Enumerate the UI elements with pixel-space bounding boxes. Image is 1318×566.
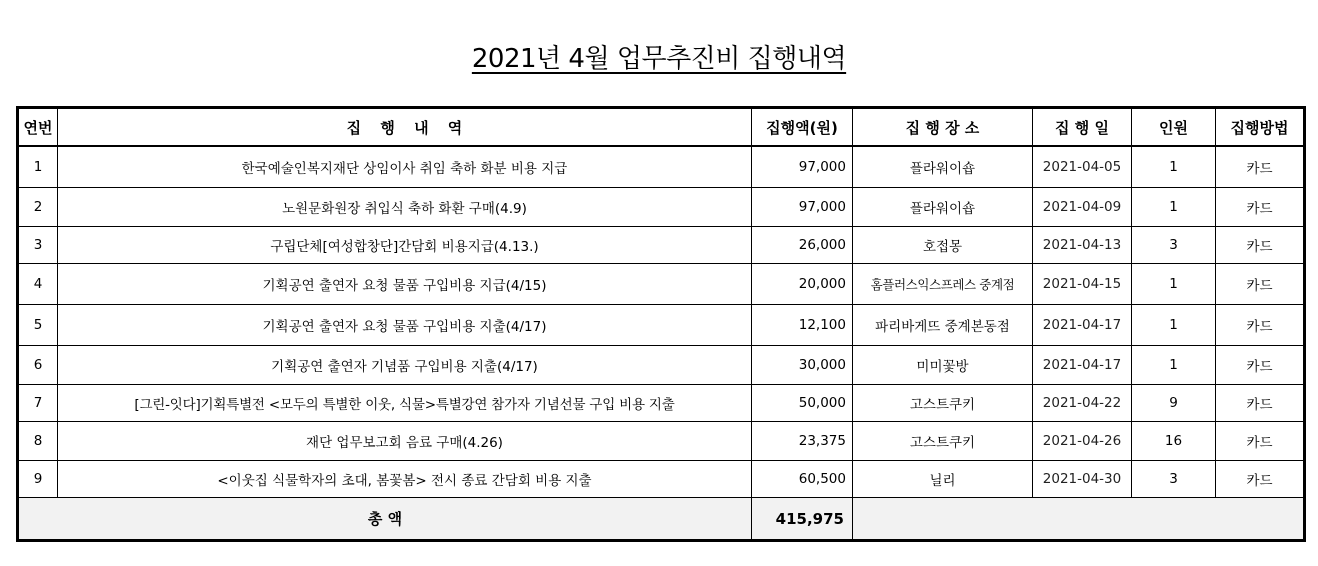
cell-date: 2021-04-17 [1033, 305, 1132, 346]
cell-date: 2021-04-22 [1033, 385, 1132, 422]
header-date: 집 행 일 [1033, 108, 1132, 147]
cell-date: 2021-04-30 [1033, 461, 1132, 498]
cell-method: 카드 [1216, 264, 1305, 305]
cell-people: 1 [1132, 146, 1216, 188]
cell-method: 카드 [1216, 227, 1305, 264]
cell-people: 1 [1132, 188, 1216, 227]
cell-method: 카드 [1216, 346, 1305, 385]
cell-method: 카드 [1216, 385, 1305, 422]
cell-no: 2 [18, 188, 58, 227]
cell-people: 3 [1132, 227, 1216, 264]
cell-desc: 한국예술인복지재단 상임이사 취임 축하 화분 비용 지급 [58, 146, 752, 188]
table-row [18, 146, 1305, 188]
cell-amount: 60,500 [752, 461, 853, 498]
cell-no: 9 [18, 461, 58, 498]
cell-date: 2021-04-05 [1033, 146, 1132, 188]
cell-place: 호접몽 [853, 227, 1033, 264]
table-row [18, 227, 1305, 264]
cell-amount: 97,000 [752, 146, 853, 188]
table-row [18, 385, 1305, 422]
header-amount: 집행액(원) [752, 108, 853, 147]
header-method: 집행방법 [1216, 108, 1305, 147]
table-row [18, 461, 1305, 498]
cell-amount: 26,000 [752, 227, 853, 264]
cell-desc: 기획공연 출연자 요청 물품 구입비용 지출(4/17) [58, 305, 752, 346]
total-label: 총 액 [18, 498, 752, 541]
expense-table [16, 106, 1306, 542]
cell-place: 미미꽃방 [853, 346, 1033, 385]
cell-place: 고스트쿠키 [853, 385, 1033, 422]
cell-no: 8 [18, 422, 58, 461]
cell-desc: [그린-잇다]기획특별전 <모두의 특별한 이웃, 식물>특별강연 참가자 기념선물 구입 비용 지출 [58, 385, 752, 422]
cell-method: 카드 [1216, 461, 1305, 498]
cell-desc: <이웃집 식물학자의 초대, 봄꽃봄> 전시 종료 간담회 비용 지출 [58, 461, 752, 498]
cell-people: 1 [1132, 346, 1216, 385]
total-row [18, 498, 1305, 541]
table-row [18, 305, 1305, 346]
cell-amount: 50,000 [752, 385, 853, 422]
cell-no: 5 [18, 305, 58, 346]
header-desc: 집 행 내 역 [58, 108, 752, 147]
cell-place: 플라워이숍 [853, 188, 1033, 227]
cell-amount: 23,375 [752, 422, 853, 461]
cell-no: 7 [18, 385, 58, 422]
cell-no: 3 [18, 227, 58, 264]
table-row [18, 346, 1305, 385]
cell-amount: 20,000 [752, 264, 853, 305]
cell-people: 16 [1132, 422, 1216, 461]
cell-no: 6 [18, 346, 58, 385]
cell-method: 카드 [1216, 305, 1305, 346]
cell-method: 카드 [1216, 146, 1305, 188]
cell-desc: 노원문화원장 취입식 축하 화환 구매(4.9) [58, 188, 752, 227]
cell-amount: 30,000 [752, 346, 853, 385]
header-no: 연번 [18, 108, 58, 147]
header-row [18, 108, 1305, 147]
cell-no: 1 [18, 146, 58, 188]
cell-method: 카드 [1216, 422, 1305, 461]
cell-people: 9 [1132, 385, 1216, 422]
cell-place: 플라워이숍 [853, 146, 1033, 188]
cell-people: 3 [1132, 461, 1216, 498]
cell-place: 파리바게뜨 중계본동점 [853, 305, 1033, 346]
table-row [18, 188, 1305, 227]
cell-desc: 기획공연 출연자 기념품 구입비용 지출(4/17) [58, 346, 752, 385]
cell-desc: 구립단체[여성합창단]간담회 비용지급(4.13.) [58, 227, 752, 264]
cell-no: 4 [18, 264, 58, 305]
cell-date: 2021-04-26 [1033, 422, 1132, 461]
cell-amount: 97,000 [752, 188, 853, 227]
cell-method: 카드 [1216, 188, 1305, 227]
cell-date: 2021-04-13 [1033, 227, 1132, 264]
cell-date: 2021-04-17 [1033, 346, 1132, 385]
total-blank [853, 498, 1305, 541]
total-amount: 415,975 [752, 498, 853, 541]
cell-amount: 12,100 [752, 305, 853, 346]
cell-people: 1 [1132, 305, 1216, 346]
page-title [0, 38, 1318, 75]
page-title-text: 2021년 4월 업무추진비 집행내역 [471, 44, 847, 74]
cell-place: 홈플러스익스프레스 중계점 [853, 264, 1033, 305]
table-row [18, 264, 1305, 305]
cell-date: 2021-04-15 [1033, 264, 1132, 305]
cell-people: 1 [1132, 264, 1216, 305]
table-row [18, 422, 1305, 461]
cell-desc: 기획공연 출연자 요청 물품 구입비용 지급(4/15) [58, 264, 752, 305]
cell-desc: 재단 업무보고회 음료 구매(4.26) [58, 422, 752, 461]
cell-date: 2021-04-09 [1033, 188, 1132, 227]
cell-place: 닐리 [853, 461, 1033, 498]
cell-place: 고스트쿠키 [853, 422, 1033, 461]
header-place: 집 행 장 소 [853, 108, 1033, 147]
header-people: 인원 [1132, 108, 1216, 147]
